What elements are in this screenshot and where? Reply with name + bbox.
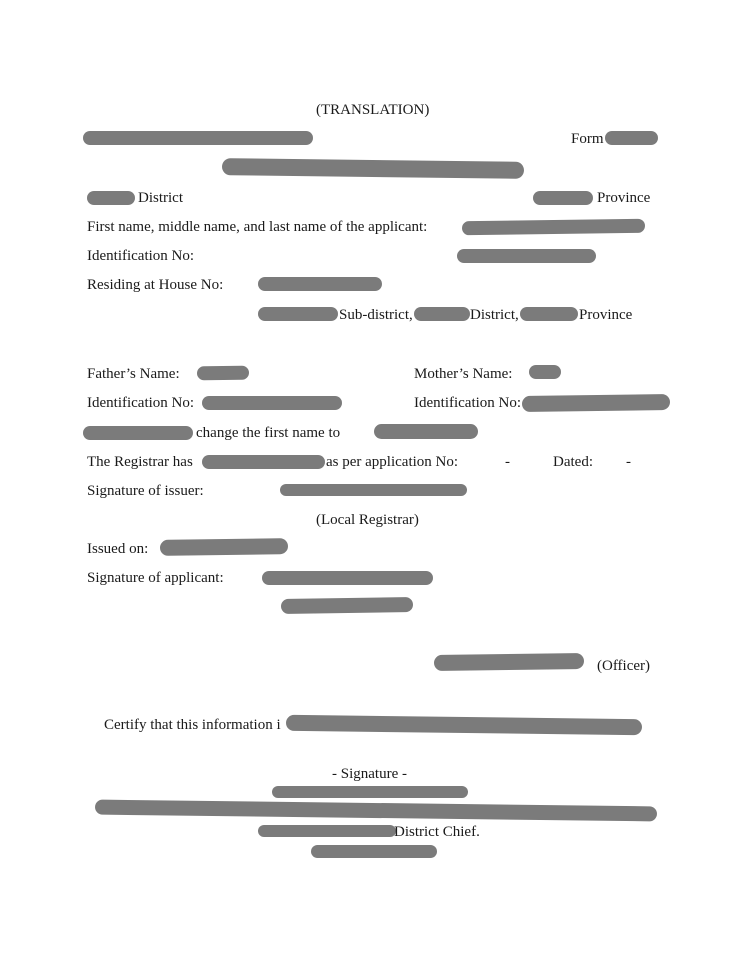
redacted-province-name — [533, 191, 593, 205]
redacted-issue-date — [160, 538, 288, 556]
redacted-certify-text — [286, 715, 642, 735]
redacted-applicant-signature — [262, 571, 433, 585]
applicant-signature-label: Signature of applicant: — [87, 570, 224, 586]
redacted-title — [222, 158, 524, 179]
redacted-issuer-signature — [280, 484, 467, 496]
subdistrict-label: Sub-district, — [339, 307, 413, 323]
redacted-mother-id — [522, 394, 670, 412]
district-chief-label: District Chief. — [394, 824, 480, 840]
redacted-province — [520, 307, 578, 321]
province-suffix-label: Province — [579, 307, 633, 323]
dated-dash: - — [626, 454, 631, 470]
redacted-header-left — [83, 131, 313, 145]
redacted-house-no — [258, 277, 382, 291]
redacted-subdistrict — [258, 307, 338, 321]
application-no-dash: - — [505, 454, 510, 470]
mother-id-label: Identification No: — [414, 395, 522, 411]
residing-label: Residing at House No: — [87, 277, 224, 293]
redacted-registrar-action — [202, 455, 325, 469]
translation-heading: (TRANSLATION) — [316, 102, 430, 118]
redacted-signatory-name — [272, 786, 468, 798]
redacted-applicant-name — [462, 219, 645, 236]
redacted-closing-date — [311, 845, 437, 858]
district-suffix-label: District, — [470, 307, 519, 323]
redacted-district — [414, 307, 470, 321]
redacted-new-name — [374, 424, 478, 439]
application-no-label: as per application No: — [326, 454, 459, 470]
issued-on-label: Issued on: — [87, 541, 149, 557]
father-name-label: Father’s Name: — [87, 366, 180, 382]
redacted-office-text — [95, 800, 657, 822]
mother-name-label: Mother’s Name: — [414, 366, 513, 382]
redacted-district-name — [87, 191, 135, 205]
redacted-applicant-signature-line2 — [281, 597, 413, 614]
change-name-text: change the first name to — [196, 425, 341, 441]
redacted-applicant-id — [457, 249, 596, 263]
certify-text: Certify that this information i — [104, 717, 281, 733]
redacted-change-prefix — [83, 426, 193, 440]
redacted-district-chief-name — [258, 825, 396, 837]
applicant-name-label: First name, middle name, and last name of the applicant: — [87, 219, 428, 235]
redacted-mother-name — [529, 365, 561, 379]
officer-label: (Officer) — [597, 658, 651, 674]
district-label: District — [138, 190, 183, 206]
father-id-label: Identification No: — [87, 395, 195, 411]
redacted-officer-name — [434, 653, 584, 671]
redacted-form-number — [605, 131, 658, 145]
dated-label: Dated: — [553, 454, 593, 470]
redacted-father-id — [202, 396, 342, 410]
redacted-father-name — [197, 366, 249, 381]
local-registrar-label: (Local Registrar) — [316, 512, 419, 528]
issuer-signature-label: Signature of issuer: — [87, 483, 204, 499]
registrar-prefix: The Registrar has — [87, 454, 193, 470]
form-label: Form — [571, 131, 604, 147]
applicant-id-label: Identification No: — [87, 248, 195, 264]
signature-line: - Signature - — [332, 766, 407, 782]
province-label: Province — [597, 190, 651, 206]
